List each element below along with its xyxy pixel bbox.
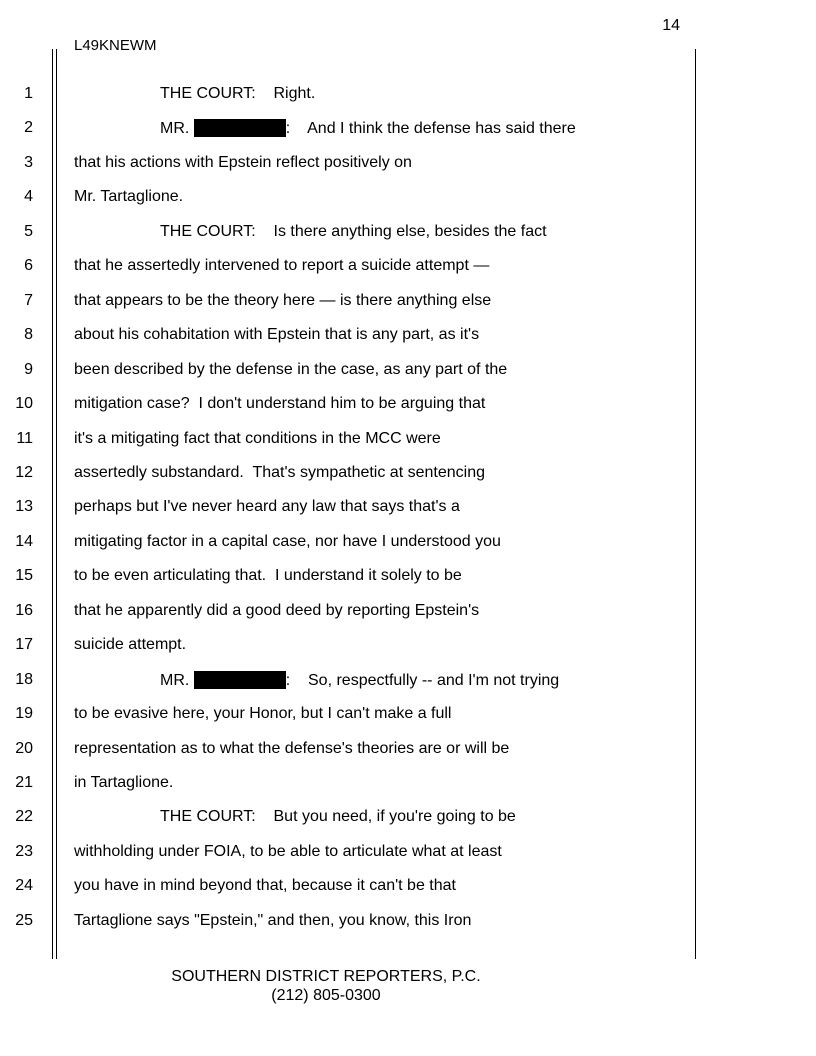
line-text: [74, 567, 462, 585]
transcript-line: [0, 223, 700, 243]
line-number: 11: [16, 429, 33, 447]
line-number: 25: [15, 911, 33, 929]
transcript-line: [0, 567, 700, 587]
line-text-segment: that his actions with Epstein reflect positively on: [74, 153, 412, 171]
transcript-line: [0, 705, 700, 725]
line-number: 18: [15, 670, 33, 688]
line-text-segment: that appears to be the theory here — is there anything else: [74, 291, 492, 309]
line-text: [74, 740, 509, 758]
line-number: 23: [15, 842, 33, 860]
line-text-segment: it's a mitigating fact that conditions in the MCC were: [74, 429, 441, 447]
transcript-line: [0, 740, 700, 760]
line-text: [74, 154, 412, 172]
line-number: 9: [24, 360, 33, 378]
transcript-line: [0, 119, 700, 139]
line-text-segment: assertedly substandard. That's sympathetic at sentencing: [74, 463, 485, 481]
line-text-segment: THE COURT: But you need, if you're going to be: [160, 808, 516, 826]
line-text: [160, 85, 315, 103]
transcript-line: [0, 533, 700, 553]
line-number: 5: [24, 222, 33, 240]
transcript-line: [0, 774, 700, 794]
line-number: 20: [15, 739, 33, 757]
line-number: 24: [15, 877, 33, 895]
line-number: 17: [15, 636, 33, 654]
line-text: [74, 498, 460, 516]
page-number: 14: [662, 17, 680, 34]
line-text: [74, 188, 183, 206]
line-text-segment: you have in mind beyond that, because it can't be that: [74, 877, 456, 895]
line-number: 21: [15, 774, 33, 791]
line-number: 19: [15, 705, 33, 723]
transcript-line: [0, 361, 700, 381]
line-text-segment: that he apparently did a good deed by reporting Epstein's: [74, 601, 480, 619]
redaction-block: [194, 671, 286, 689]
transcript-line: [0, 912, 700, 932]
transcript-line: [0, 188, 700, 208]
line-text-segment: that he assertedly intervened to report a suicide attempt —: [74, 257, 490, 275]
line-text-segment: mitigation case? I don't understand him to be arguing that: [74, 395, 486, 413]
transcript-line: [0, 843, 700, 863]
line-text-segment: perhaps but I've never heard any law that says that's a: [74, 498, 460, 516]
line-number: 14: [15, 532, 33, 550]
line-text: [160, 808, 516, 826]
line-text-segment: suicide attempt.: [74, 636, 187, 654]
line-number: 3: [24, 153, 33, 171]
line-text: [74, 877, 456, 895]
transcript-line: [0, 877, 700, 897]
line-text-segment: : And I think the defense has said there: [285, 120, 576, 138]
line-text: [160, 671, 559, 690]
line-text: [74, 326, 479, 344]
footer-reporter: SOUTHERN DISTRICT REPORTERS, P.C.: [171, 968, 481, 985]
line-text-segment: mitigating factor in a capital case, nor have I understood you: [74, 532, 501, 550]
transcript-line: [0, 430, 700, 450]
line-text-segment: Tartaglione says "Epstein," and then, you know, this Iron: [74, 911, 472, 929]
line-number: 10: [15, 395, 33, 413]
line-text-segment: withholding under FOIA, to be able to articulate what at least: [74, 842, 502, 860]
line-number: 8: [24, 326, 33, 344]
line-number: 4: [24, 188, 33, 206]
line-number: 22: [15, 808, 33, 826]
line-text: [74, 843, 502, 861]
line-text: [74, 361, 507, 379]
line-number: 1: [24, 85, 33, 102]
line-text: [160, 223, 547, 241]
transcript-line: [0, 395, 700, 415]
line-number: 13: [15, 498, 33, 516]
transcript-line: [0, 464, 700, 484]
line-text-segment: THE COURT: Is there anything else, besides the fact: [160, 222, 547, 240]
line-number: 6: [24, 257, 33, 275]
line-text: [160, 119, 576, 138]
line-text-segment: Mr. Tartaglione.: [74, 188, 184, 206]
case-code: L49KNEWM: [74, 37, 157, 54]
line-text: [74, 533, 501, 551]
transcript-line: [0, 498, 700, 518]
line-number: 7: [24, 291, 33, 309]
line-text-segment: MR.: [160, 671, 194, 689]
line-text: [74, 912, 471, 930]
transcript-line: [0, 808, 700, 828]
transcript-line: [0, 602, 700, 622]
transcript-line: [0, 85, 700, 105]
line-text: [74, 464, 485, 482]
line-text: [74, 395, 485, 413]
transcript-line: [0, 154, 700, 174]
line-text-segment: been described by the defense in the case, as any part of the: [74, 360, 508, 378]
line-text-segment: THE COURT: Right.: [160, 85, 316, 102]
line-text-segment: representation as to what the defense's theories are or will be: [74, 739, 510, 757]
line-number: 12: [15, 463, 33, 481]
line-text: [74, 430, 441, 448]
line-number: 2: [24, 119, 33, 137]
line-text: [74, 257, 489, 275]
line-text-segment: : So, respectfully -- and I'm not trying: [285, 671, 560, 689]
line-text: [74, 602, 479, 620]
line-text-segment: to be evasive here, your Honor, but I can't make a full: [74, 705, 452, 723]
footer-phone: (212) 805-0300: [271, 987, 381, 1004]
line-text-segment: in Tartaglione.: [74, 774, 174, 791]
line-text-segment: MR.: [160, 120, 194, 138]
redaction-block: [194, 119, 286, 137]
transcript-line: [0, 636, 700, 656]
line-text: [74, 636, 186, 654]
transcript-line: [0, 326, 700, 346]
line-text-segment: to be even articulating that. I understand it solely to be: [74, 567, 462, 585]
transcript-line: [0, 292, 700, 312]
line-text: [74, 292, 491, 310]
transcript-line: [0, 671, 700, 691]
line-text-segment: about his cohabitation with Epstein that is any part, as it's: [74, 326, 480, 344]
line-text: [74, 774, 173, 792]
line-text: [74, 705, 451, 723]
line-number: 15: [15, 567, 33, 585]
line-number: 16: [15, 601, 33, 619]
transcript-line: [0, 257, 700, 277]
